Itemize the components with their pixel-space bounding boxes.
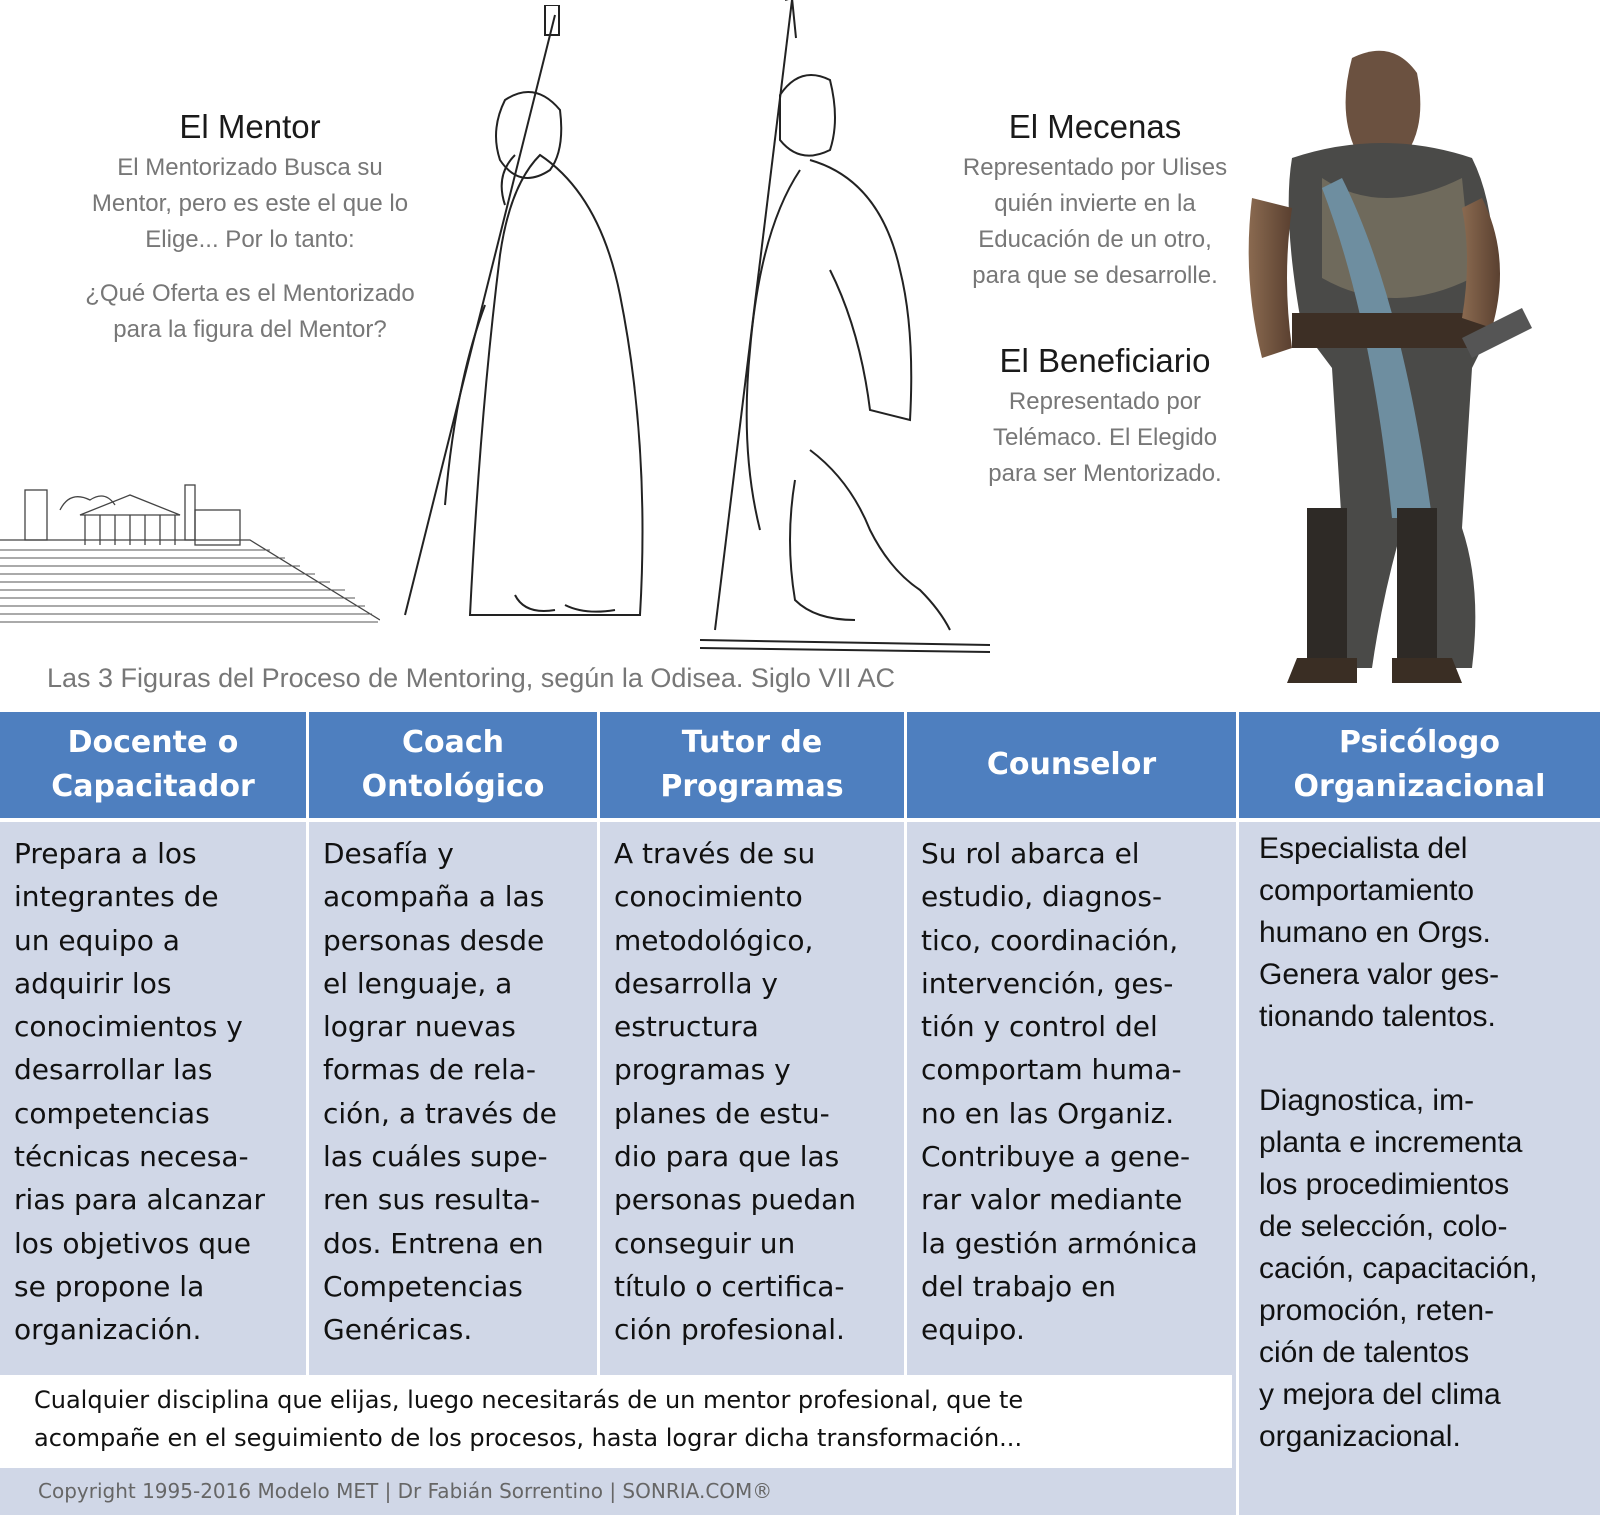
body-line: los objetivos que — [14, 1226, 252, 1260]
mentor-line: El Mentorizado Busca su — [117, 154, 383, 181]
body-line: Prepara a los — [14, 837, 197, 870]
body-line: A través de su — [614, 837, 816, 870]
body-line: Contribuye a gene- — [921, 1140, 1191, 1174]
body-line: tionando talentos. — [1259, 1000, 1496, 1033]
body-line: ción profesional. — [614, 1313, 845, 1347]
body-line: estudio, diagnos- — [921, 880, 1163, 914]
header-line: Capacitador — [51, 769, 255, 804]
body-line: adquirir los — [14, 966, 172, 1000]
header-line: Programas — [660, 769, 844, 804]
body-line: comportam huma- — [921, 1053, 1182, 1087]
footer-line: acompañe en el seguimiento de los procesos, hasta lograr dicha transformación... — [34, 1424, 1023, 1452]
column-header-counselor — [907, 712, 1236, 818]
body-line: personas puedan — [614, 1183, 857, 1217]
header-line: Tutor de — [681, 725, 823, 760]
mecenas-line: Representado por Ulises — [962, 154, 1228, 181]
body-line: tico, coordinación, — [921, 923, 1179, 957]
body-line: lograr nuevas — [323, 1010, 516, 1044]
body-line: organización. — [14, 1313, 202, 1347]
body-line: promoción, reten- — [1259, 1294, 1495, 1327]
mentor-question-line: para la figura del Mentor? — [113, 316, 387, 343]
column-body-tutor — [600, 822, 904, 1375]
figure-caption: Las 3 Figuras del Proceso de Mentoring, según la Odisea. Siglo VII AC — [47, 663, 895, 693]
beneficiario-line: para ser Mentorizado. — [988, 460, 1222, 487]
body-line: el lenguaje, a — [323, 966, 513, 1000]
body-line: conocimiento — [614, 880, 803, 914]
column-body-psicologo — [1239, 822, 1600, 1515]
body-line: Diagnostica, im- — [1259, 1084, 1475, 1117]
body-line: los procedimientos — [1259, 1168, 1510, 1201]
body-line: dio para que las — [614, 1140, 840, 1174]
body-line: formas de rela- — [323, 1053, 536, 1087]
mecenas-line: Educación de un otro, — [978, 226, 1212, 253]
mecenas-heading: El Mecenas — [1008, 108, 1182, 145]
body-line: tión y control del — [921, 1010, 1158, 1044]
body-line: las cuáles supe- — [323, 1140, 548, 1174]
body-line: conocimientos y — [14, 1010, 243, 1044]
mentor-question-line: ¿Qué Oferta es el Mentorizado — [85, 280, 415, 307]
column-header-psicologo — [1239, 712, 1600, 818]
body-line: metodológico, — [614, 923, 814, 957]
column-header-tutor — [600, 712, 904, 818]
body-line: se propone la — [14, 1269, 205, 1303]
column-header-coach — [309, 712, 597, 818]
body-line: comportamiento — [1259, 874, 1475, 907]
body-line: y mejora del clima — [1259, 1378, 1501, 1411]
header-line: Coach — [401, 725, 504, 760]
body-line: de selección, colo- — [1259, 1210, 1508, 1243]
city-sketch-illustration — [0, 480, 380, 630]
body-line: humano en Orgs. — [1259, 916, 1491, 949]
header-line: Psicólogo — [1339, 725, 1500, 760]
body-line: ción, a través de — [323, 1096, 557, 1130]
column-body-docente — [0, 822, 306, 1375]
body-line: rar valor mediante — [921, 1183, 1183, 1217]
mecenas-description — [920, 150, 1270, 294]
column-body-coach — [309, 822, 597, 1375]
mentor-line: Elige... Por lo tanto: — [145, 226, 355, 253]
body-line: integrantes de — [14, 880, 219, 914]
copyright-text: Copyright 1995-2016 Modelo MET | Dr Fabián Sorrentino | SONRIA.COM® — [0, 1468, 1232, 1515]
body-line: acompaña a las — [323, 880, 545, 914]
body-line: Genéricas. — [323, 1313, 473, 1347]
beneficiario-description — [930, 384, 1280, 492]
beneficiario-line: Representado por — [1008, 388, 1202, 415]
body-line: un equipo a — [14, 923, 180, 957]
body-line: Competencias — [323, 1269, 523, 1303]
mentor-heading: El Mentor — [179, 108, 321, 145]
mentor-line: Mentor, pero es este el que lo — [91, 190, 409, 217]
body-line: intervención, ges- — [921, 966, 1174, 1000]
body-line: ren sus resulta- — [323, 1183, 541, 1217]
beneficiario-heading: El Beneficiario — [999, 342, 1211, 379]
body-line: Su rol abarca el — [921, 837, 1140, 870]
body-line: Genera valor ges- — [1259, 958, 1500, 991]
body-line: planes de estu- — [614, 1096, 830, 1130]
body-line: estructura — [614, 1010, 759, 1044]
body-line: técnicas necesa- — [14, 1140, 249, 1174]
body-line: equipo. — [921, 1313, 1025, 1347]
mentor-description — [50, 150, 450, 348]
footer-note — [0, 1375, 1232, 1468]
header-line: Ontológico — [361, 769, 545, 804]
body-line: título o certifica- — [614, 1269, 845, 1303]
body-line: organizacional. — [1259, 1420, 1461, 1453]
body-line: dos. Entrena en — [323, 1226, 544, 1260]
body-line: planta e incrementa — [1259, 1126, 1523, 1159]
mecenas-line: quién invierte en la — [994, 190, 1196, 217]
beneficiario-line: Telémaco. El Elegido — [992, 424, 1218, 451]
body-line: ción de talentos — [1259, 1336, 1470, 1369]
body-line: personas desde — [323, 923, 545, 957]
body-line: cación, capacitación, — [1259, 1252, 1538, 1285]
body-line: no en las Organiz. — [921, 1096, 1175, 1130]
ulysses-warrior-illustration — [1232, 38, 1532, 703]
telemachus-figure-illustration — [700, 0, 990, 655]
body-line: programas y — [614, 1053, 791, 1087]
body-line: desarrollar las — [14, 1053, 213, 1087]
body-line: desarrolla y — [614, 966, 778, 1000]
body-line: conseguir un — [614, 1226, 796, 1260]
header-line: Counselor — [986, 747, 1157, 782]
header-line: Organizacional — [1293, 769, 1546, 804]
footer-line: Cualquier disciplina que elijas, luego necesitarás de un mentor profesional, que te — [34, 1386, 1024, 1414]
header-line: Docente o — [67, 725, 239, 760]
mecenas-line: para que se desarrolle. — [972, 262, 1218, 289]
body-line: la gestión armónica — [921, 1226, 1198, 1260]
body-line: competencias — [14, 1096, 210, 1130]
body-line: Especialista del — [1259, 832, 1468, 865]
body-line: del trabajo en — [921, 1269, 1117, 1303]
body-line: Desafía y — [323, 837, 454, 870]
column-header-docente — [0, 712, 306, 818]
body-line: rias para alcanzar — [14, 1183, 266, 1217]
